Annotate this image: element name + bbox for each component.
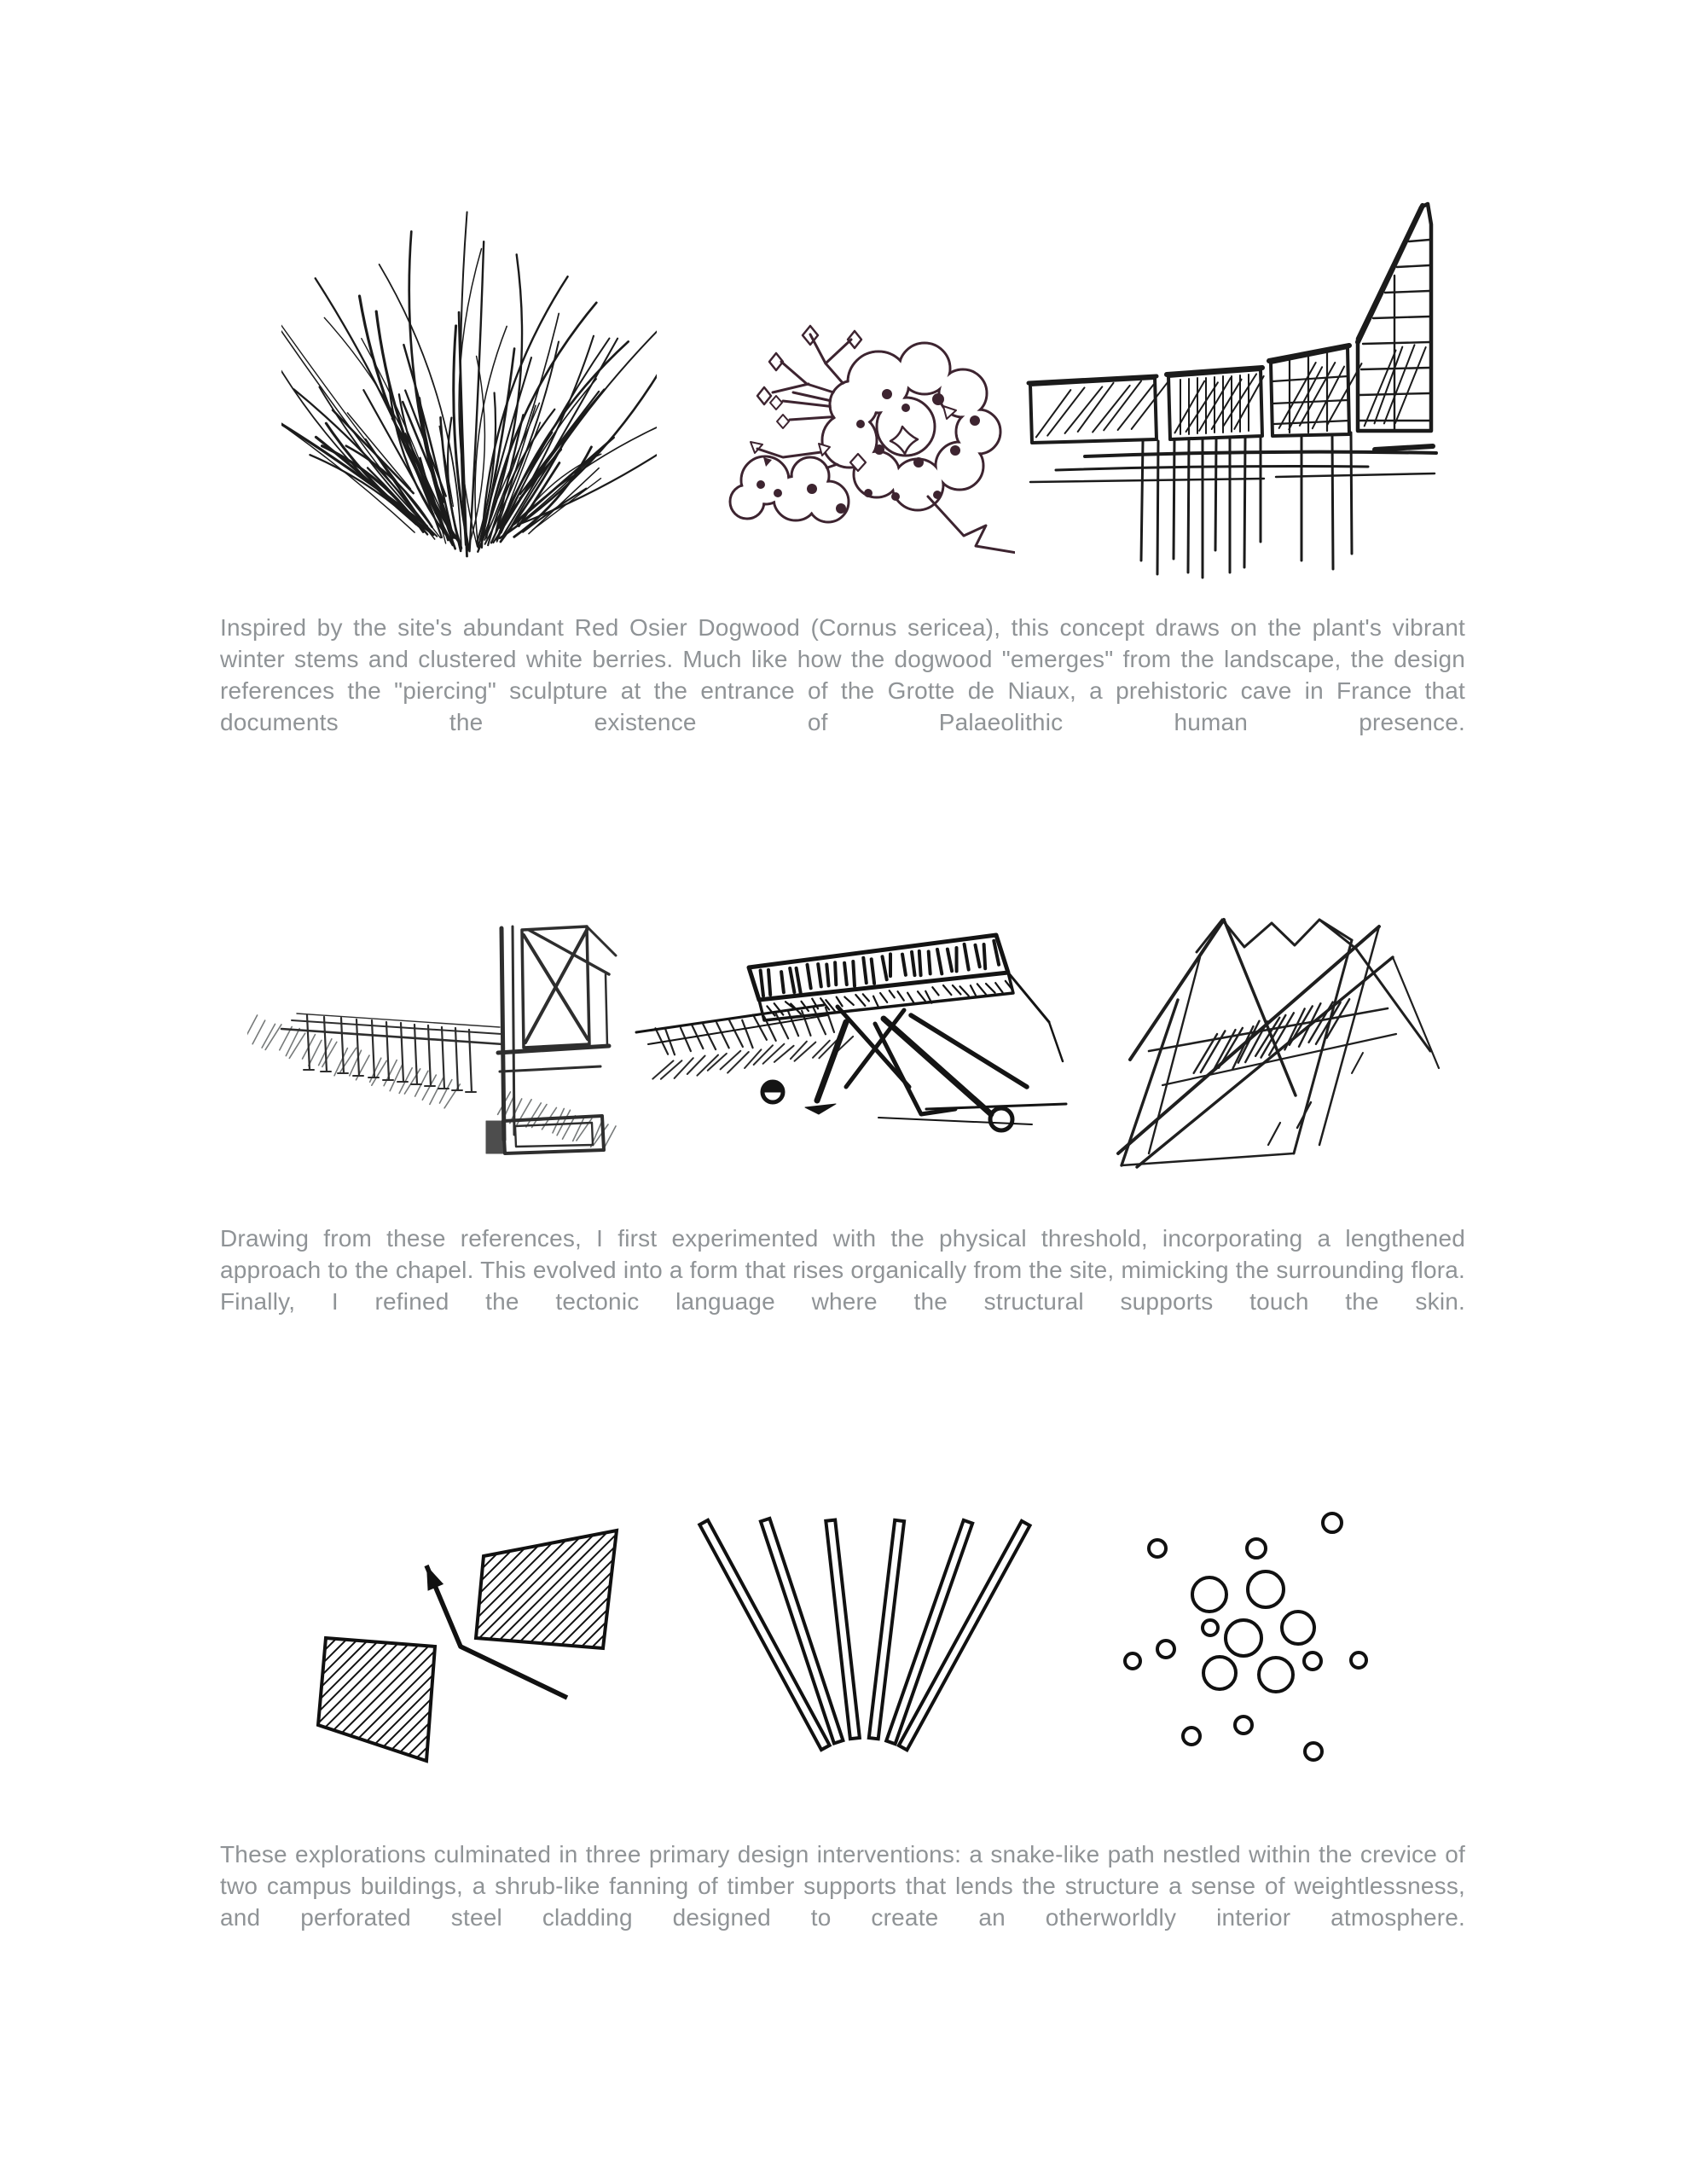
spiky-structure-sketch — [1096, 870, 1446, 1194]
chapel-elevation-sketch — [1006, 175, 1467, 593]
berry-cluster-blob — [730, 343, 1000, 522]
dogwood-stems-sketch — [281, 132, 657, 567]
process-paragraph: Drawing from these references, I first experimented with the physical threshold, incorporating a lengthened approach to the chapel. This evolved into a form that rises organically from the site, mimicking the surrounding flora. Finally, I refined the tectonic language where the structural supports touch the skin. — [220, 1225, 1465, 1315]
interventions-paragraph: These explorations culminated in three primary design interventions: a snake-like path nestled within the crevice of two campus buildings, a shrub-like fanning of timber supports that lends the structure a sense of weightlessness, and perforated steel cladding designed to create an otherworldly interior atmosphere. — [220, 1841, 1465, 1931]
raised-form-sketch — [623, 894, 1075, 1176]
dogwood-berries-sketch — [682, 282, 1015, 563]
timber-fan-diagram — [667, 1469, 1059, 1793]
approach-walkway-sketch — [247, 879, 623, 1177]
perforation-diagram — [1083, 1467, 1424, 1792]
concept-paragraph: Inspired by the site's abundant Red Osier Dogwood (Cornus sericea), this concept draws on the plant's vibrant winter stems and clustered white berries. Much like how the dogwood "emerges" from the landscape, the design references the "piercing" sculpture at the entrance of the Grotte de Niaux, a prehistoric cave in France that documents the existence of Palaeolithic human presence. — [220, 614, 1465, 735]
site-path-diagram — [290, 1486, 674, 1793]
